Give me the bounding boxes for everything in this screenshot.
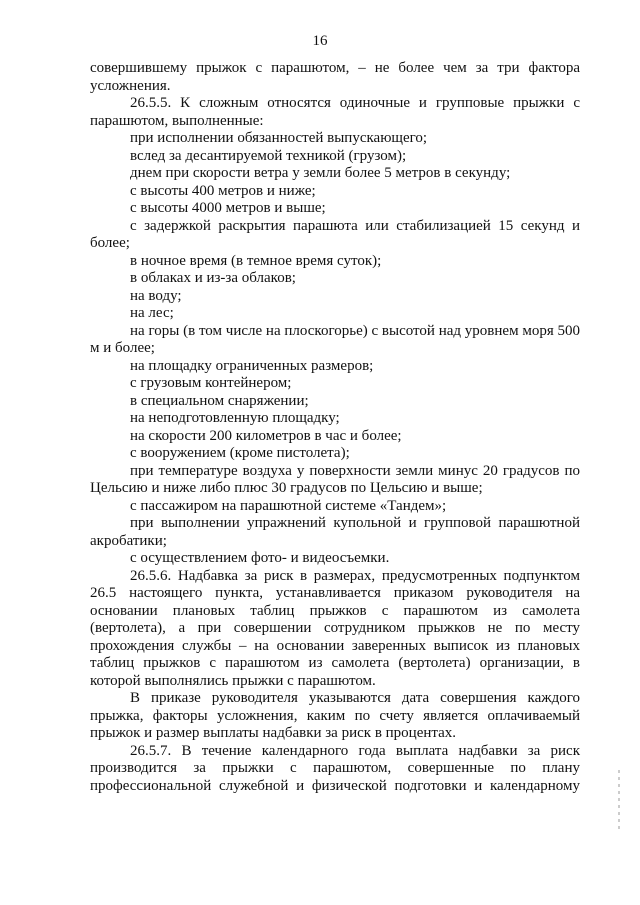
list-item-3: днем при скорости ветра у земли более 5 метров в секунду; [130,165,511,181]
document-body [90,60,580,795]
list-item-8: в облаках и из-за облаков; [130,270,296,286]
list-item-20: при выполнении упражнений купольной и групповой парашютной акробатики; [90,515,580,549]
list-item-4: с высоты 400 метров и ниже; [130,182,316,199]
list-item-19: с пассажиром на парашютной системе «Тандем»; [130,497,447,514]
list-item-5: с высоты 4000 метров и выше; [130,200,326,216]
list-item-18: при температуре воздуха у поверхности земли минус 20 градусов по Цельсию и ниже либо плюс 30 градусов по Цельсию и выше; [90,462,580,496]
list-item-1: при исполнении обязанностей выпускающего; [130,130,428,146]
scan-artifact [618,770,620,830]
paragraph-2657: 26.5.7. В течение календарного года выплата надбавки за риск производится за прыжки с парашютом, совершенные по плану профессиональной служебной и физической подготовки и календарному [90,742,580,794]
list-item-14: в специальном снаряжении; [130,392,309,409]
list-item-7: в ночное время (в темное время суток); [130,252,382,269]
paragraph-1: совершившему прыжок с парашютом, – не более чем за три фактора усложнения. [90,60,580,94]
list-item-2: вслед за десантируемой техникой (грузом); [130,147,407,164]
paragraph-2656: 26.5.6. Надбавка за риск в размерах, предусмотренных подпунктом 26.5 настоящего пункта, устанавливается приказом руководителя на основании плановых таблиц прыжков с парашютом из самолета (вертолета), а при совершении сотрудником прыжков не по месту прохождения службы – на основании заверенных выписок из плановых таблиц прыжков с парашютом из самолета (вертолета) организации, в которой выполнялись прыжки с парашютом. [90,567,580,689]
list-item-12: на площадку ограниченных размеров; [130,357,374,374]
list-item-6: с задержкой раскрытия парашюта или стабилизацией 15 секунд и более; [90,217,580,251]
paragraph-order-details: В приказе руководителя указываются дата совершения каждого прыжка, факторы усложнения, каким по счету является оплачиваемый прыжок и размер выплаты надбавки за риск в процентах. [90,690,580,741]
page-number: 16 [312,33,328,49]
list-item-17: с вооружением (кроме пистолета); [130,445,350,461]
list-item-11: на горы (в том числе на плоскогорье) с высотой над уровнем моря 500 м и более; [90,322,580,356]
paragraph-2655-intro: 26.5.5. К сложным относятся одиночные и групповые прыжки с парашютом, выполненные: [90,95,580,129]
list-item-21: с осуществлением фото- и видеосъемки. [130,550,390,566]
list-item-13: с грузовым контейнером; [130,375,292,391]
list-item-10: на лес; [130,305,174,321]
list-item-16: на скорости 200 километров в час и более; [130,427,402,444]
list-item-15: на неподготовленную площадку; [130,410,340,426]
list-item-9: на воду; [130,287,182,304]
